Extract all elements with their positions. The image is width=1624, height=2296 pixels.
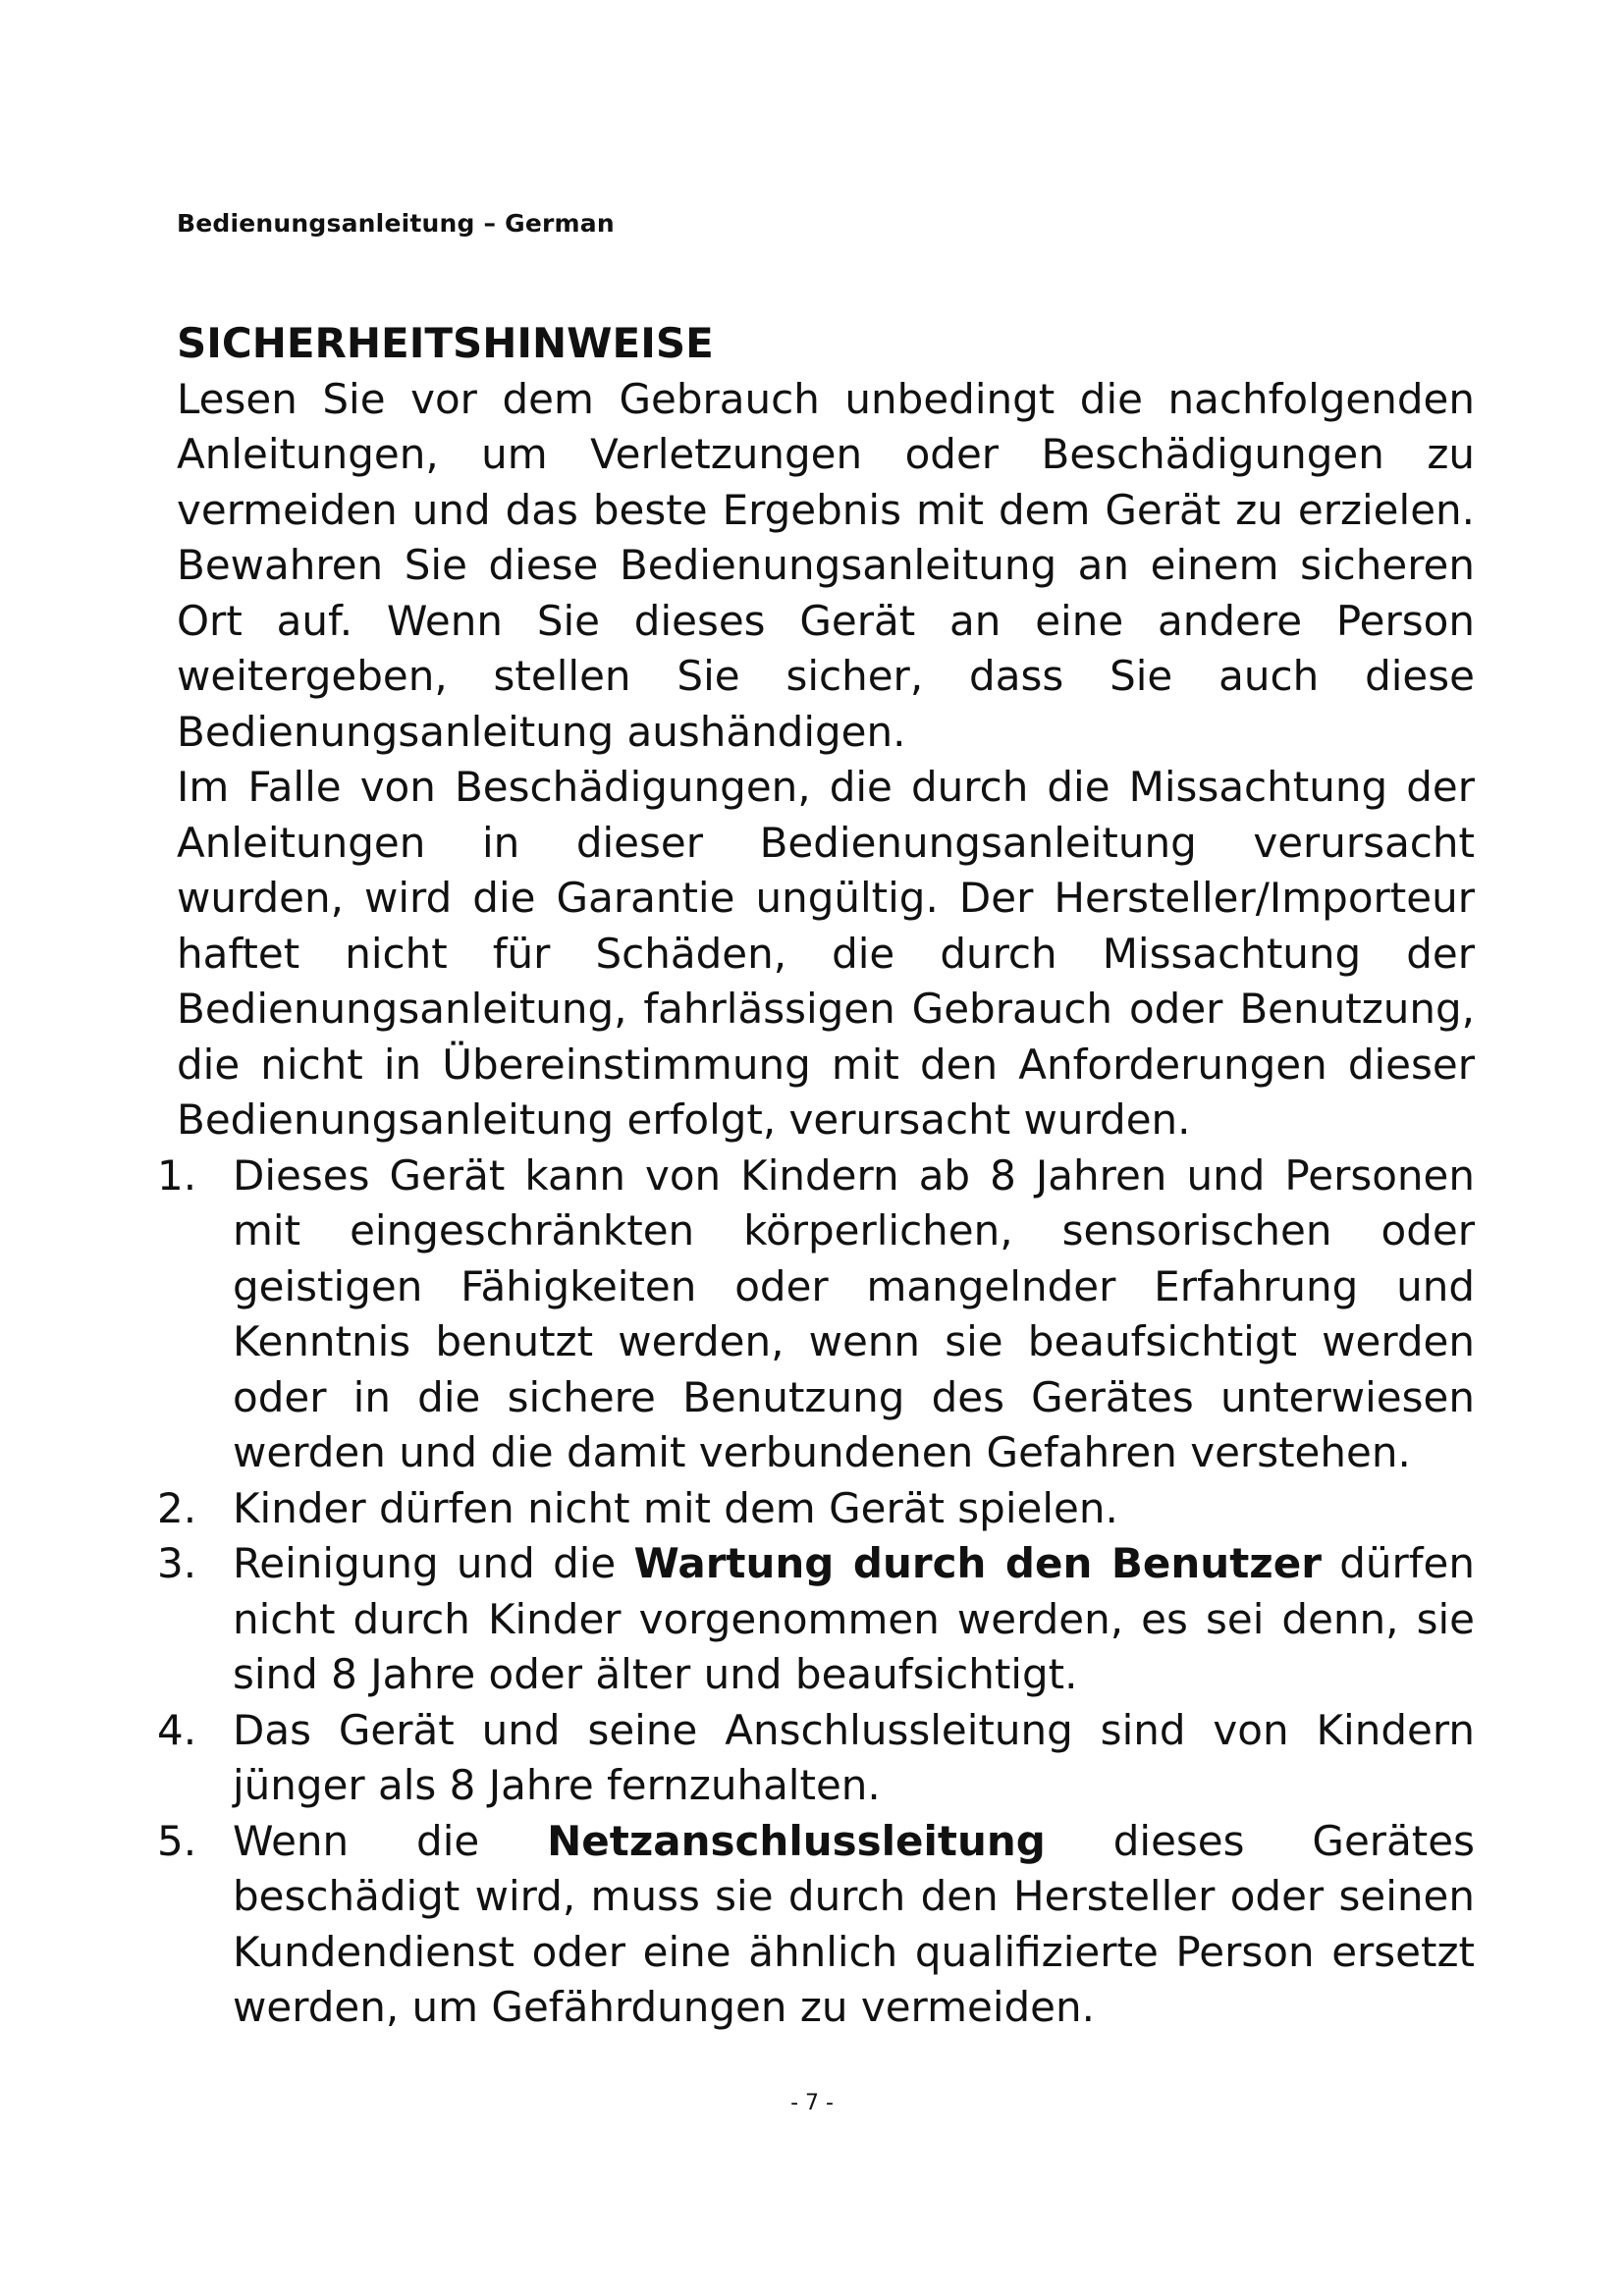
list-item-text-start: Reinigung und die — [233, 1539, 634, 1587]
list-item-bold-term: Netzanschlussleitung — [547, 1816, 1046, 1865]
safety-section — [157, 316, 1475, 2036]
warranty-paragraph: Im Falle von Beschädigungen, die durch die Missachtung der Anleitungen in dieser Bedienungsanleitung verursacht wurden, wird die Garantie ungültig. Der Hersteller/Importeur haftet nicht für Schäden, die durch Missachtung der Bedienungsanleitung, fahrlässigen Gebrauch oder Benutzung, die nicht in Übereinstimmung mit den Anforderungen dieser Bedienungsanleitung erfolgt, verursacht wurden. — [177, 763, 1475, 1144]
list-item-text: Das Gerät und seine Anschlussleitung sind von Kindern jünger als 8 Jahre fernzuhalten. — [233, 1705, 1475, 1809]
page-number: - 7 - — [790, 2091, 834, 2115]
list-item — [157, 1481, 1475, 1537]
list-item-number: 2. — [157, 1483, 197, 1532]
list-item-number: 5. — [157, 1816, 197, 1865]
list-item — [157, 1536, 1475, 1703]
list-item-number: 4. — [157, 1705, 197, 1754]
list-item-text: Kinder dürfen nicht mit dem Gerät spielen. — [233, 1483, 1118, 1532]
list-item-bold-term: Wartung durch den Benutzer — [633, 1539, 1322, 1587]
safety-list — [157, 1148, 1475, 2036]
list-item — [157, 1703, 1475, 1814]
list-item-text-start: Wenn die — [233, 1816, 548, 1865]
document-header: Bedienungsanleitung – German — [177, 209, 615, 238]
list-item — [157, 1814, 1475, 2036]
intro-paragraph: Lesen Sie vor dem Gebrauch unbedingt die nachfolgenden Anleitungen, um Verletzungen oder Beschädigungen zu vermeiden und das beste Ergebnis mit dem Gerät zu erzielen. Bewahren Sie diese Bedienungsanleitung an einem sicheren Ort auf. Wenn Sie dieses Gerät an eine andere Person weitergeben, stellen Sie sicher, dass Sie auch diese Bedienungsanleitung aushändigen. — [177, 374, 1475, 756]
list-item-text-end: dürfen nicht durch Kinder vorgenommen werden, es sei denn, sie sind 8 Jahre oder älter und beaufsichtigt. — [233, 1539, 1475, 1698]
list-item — [157, 1148, 1475, 1481]
section-title: SICHERHEITSHINWEISE — [177, 319, 714, 367]
list-item-number: 3. — [157, 1539, 197, 1587]
list-item-text: Dieses Gerät kann von Kindern ab 8 Jahren und Personen mit eingeschränkten körperlichen, sensorischen oder geistigen Fähigkeiten oder mangelnder Erfahrung und Kenntnis benutzt werden, wenn sie beaufsichtigt werden oder in die sichere Benutzung des Gerätes unterwiesen werden und die damit verbundenen Gefahren verstehen. — [233, 1150, 1475, 1476]
list-item-number: 1. — [157, 1150, 197, 1200]
list-item-text-end: dieses Gerätes beschädigt wird, muss sie durch den Hersteller oder seinen Kundendienst oder eine ähnlich qualifizierte Person ersetzt werden, um Gefährdungen zu vermeiden. — [233, 1816, 1475, 2031]
